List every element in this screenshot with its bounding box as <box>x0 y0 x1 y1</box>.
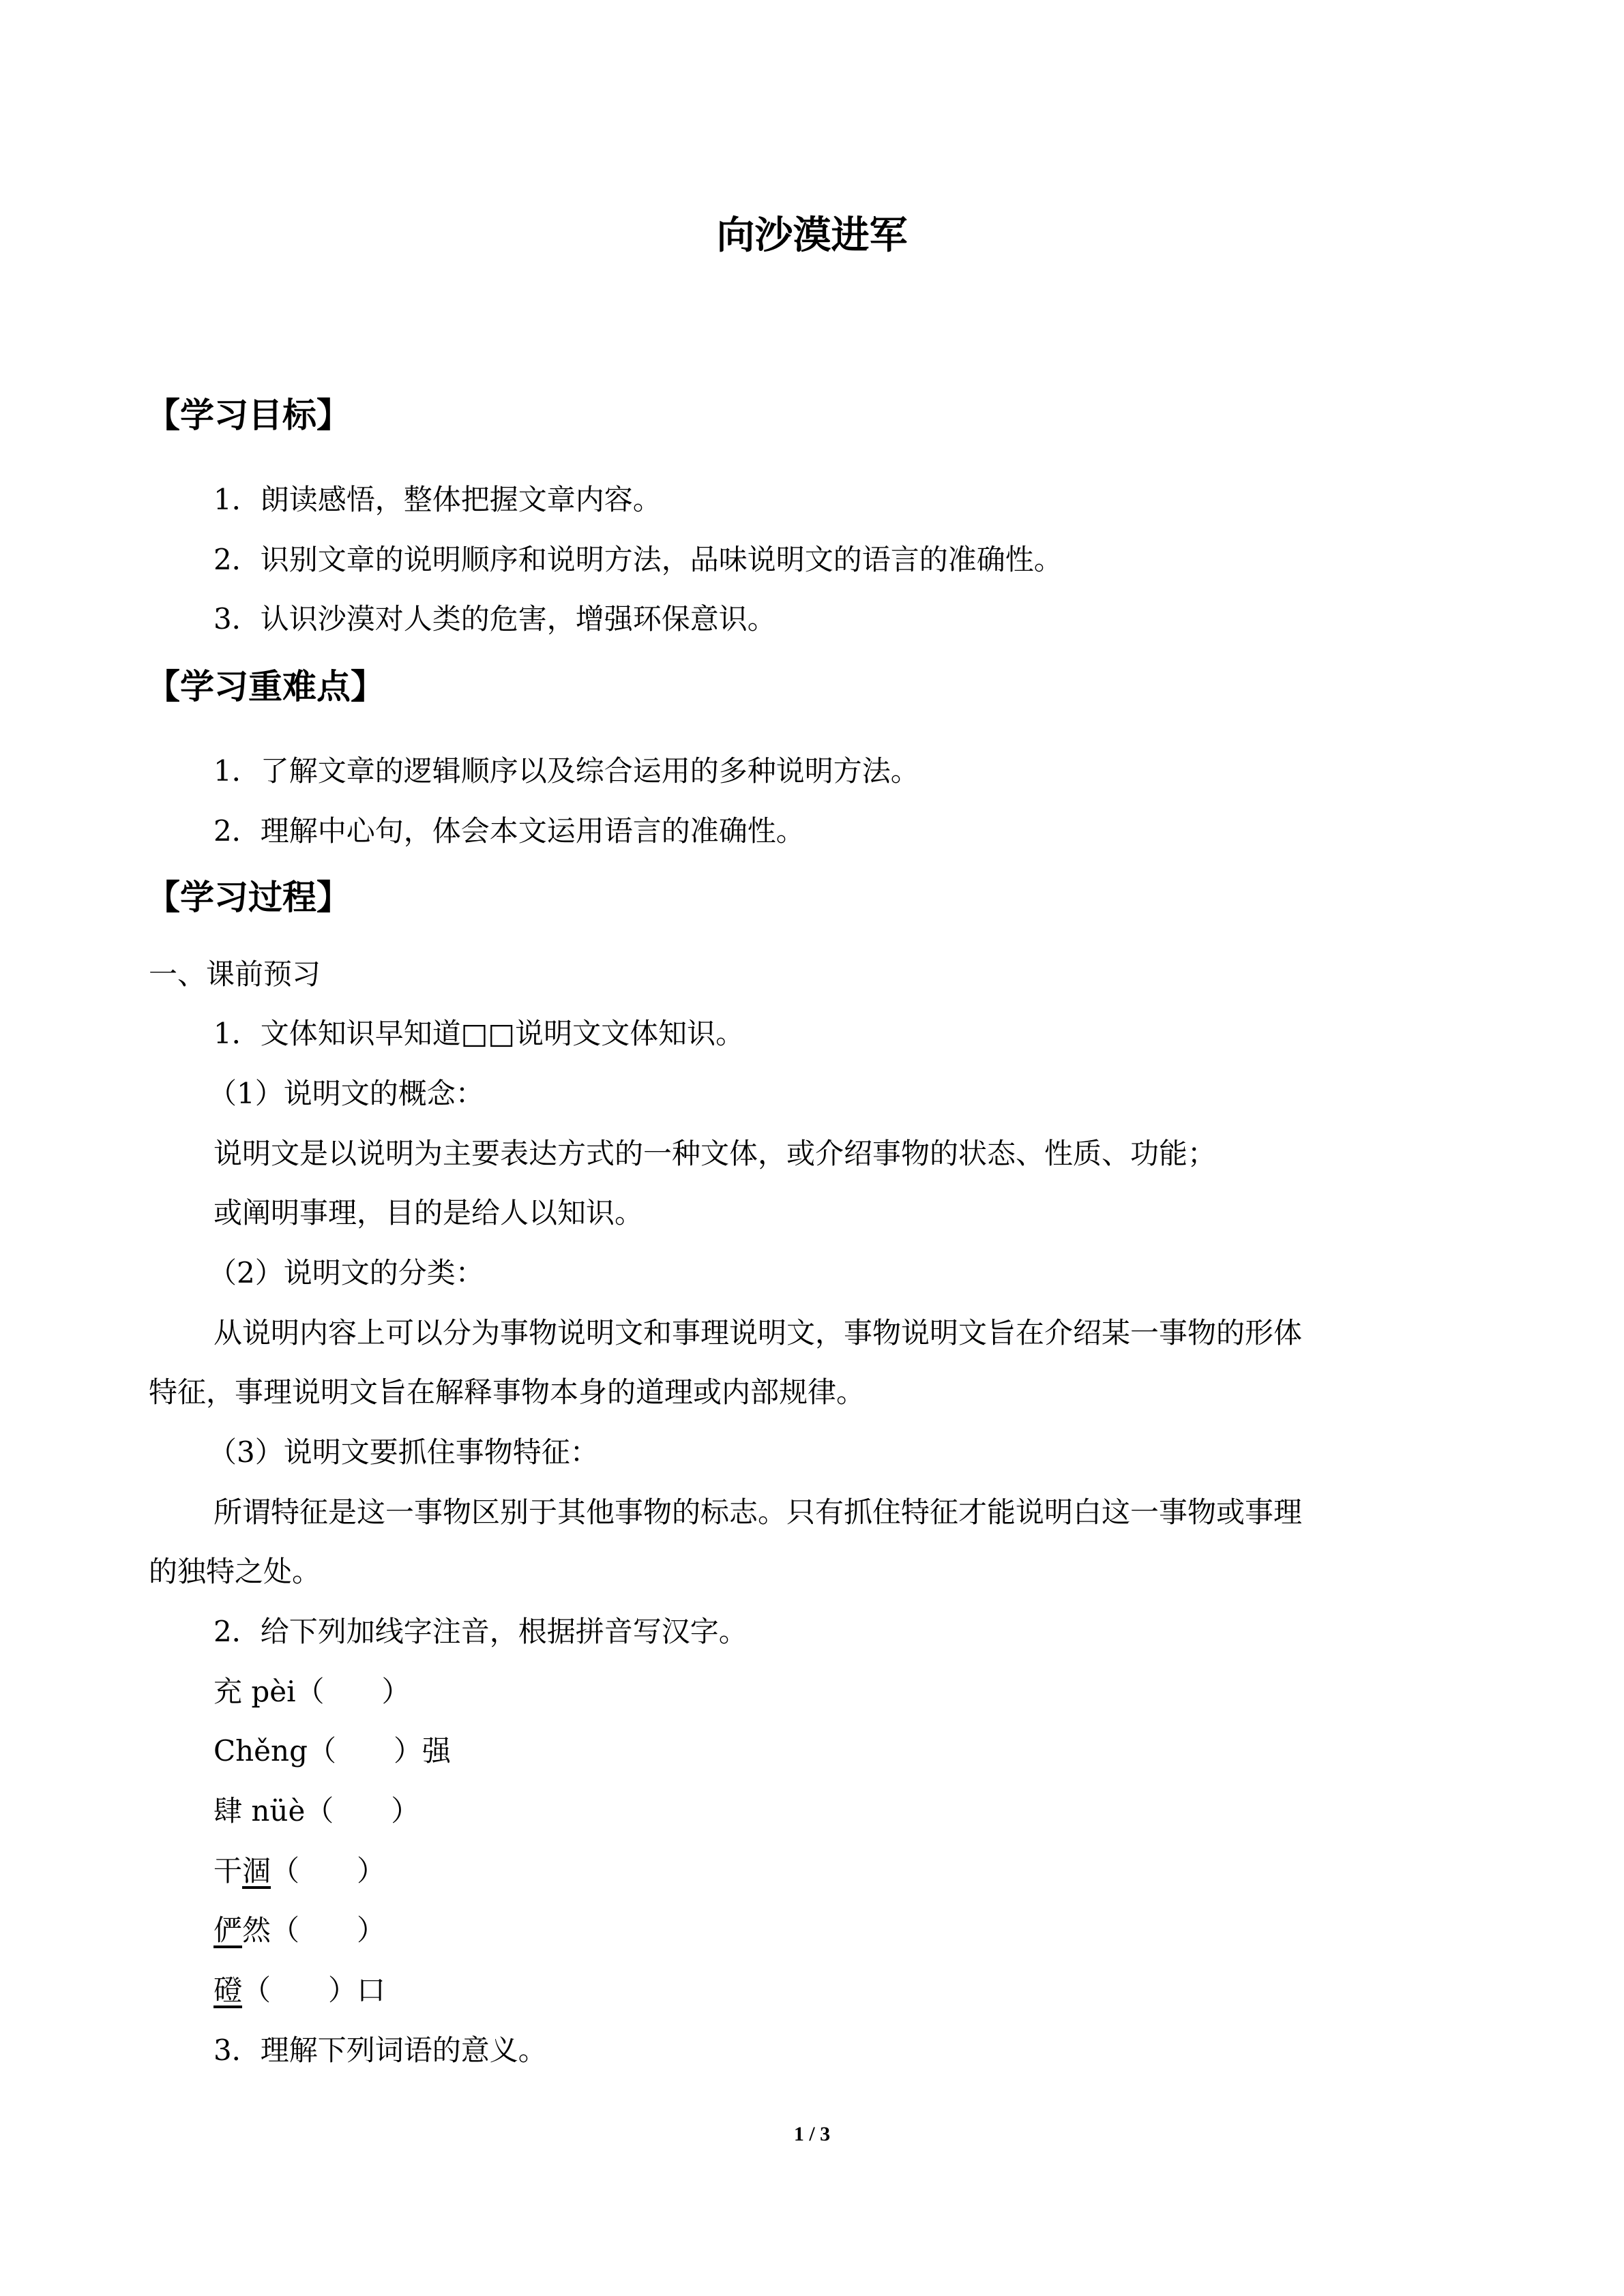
pinyin-item-1: 充 pèi（ ） <box>213 1675 411 1708</box>
objective-item-3: 3．认识沙漠对人类的危害，增强环保意识。 <box>213 602 776 636</box>
underlined-char: 俨 <box>213 1913 243 1947</box>
page-title: 向沙漠进军 <box>716 213 908 258</box>
classification-title: （2）说明文的分类： <box>208 1256 484 1289</box>
pinyin-item-2-part-a: Chěng（ <box>213 1734 394 1768</box>
key-point-item-2: 2．理解中心句，体会本文运用语言的准确性。 <box>213 814 805 848</box>
feature-line-1: 所谓特征是这一事物区别于其他事物的标志。只有抓住特征才能说明白这一事物或事理 <box>213 1495 1303 1529</box>
underlined-char: 涸 <box>242 1854 271 1888</box>
concept-title: （1）说明文的概念： <box>208 1077 484 1110</box>
classification-line-1: 从说明内容上可以分为事物说明文和事理说明文，事物说明文旨在介绍某一事物的形体 <box>213 1316 1303 1350</box>
underlined-char: 磴 <box>213 1973 243 2007</box>
pinyin-item-6 <box>213 1970 385 2011</box>
heading-key-points: 【学习重难点】 <box>146 667 385 706</box>
heading-process: 【学习过程】 <box>146 878 351 917</box>
pinyin-item-6-suffix: （ ）口 <box>242 1973 386 2007</box>
pinyin-item-4 <box>213 1851 385 1892</box>
feature-line-2: 的独特之处。 <box>149 1555 321 1588</box>
pinyin-item-5-suffix: 然（ ） <box>242 1913 386 1947</box>
part1-title: 一、课前预习 <box>149 957 321 991</box>
pinyin-item-2 <box>213 1731 451 1772</box>
question-1: 1．文体知识早知道□□说明文文体知识。 <box>213 1017 745 1050</box>
classification-line-2: 特征，事理说明文旨在解释事物本身的道理或内部规律。 <box>149 1375 866 1409</box>
question-3: 3．理解下列词语的意义。 <box>213 2033 547 2067</box>
feature-title: （3）说明文要抓住事物特征： <box>208 1435 599 1469</box>
concept-line-2: 或阐明事理，目的是给人以知识。 <box>213 1196 644 1229</box>
objective-item-1: 1．朗读感悟，整体把握文章内容。 <box>213 483 662 516</box>
concept-line-1: 说明文是以说明为主要表达方式的一种文体，或介绍事物的状态、性质、功能； <box>213 1137 1217 1170</box>
heading-objectives: 【学习目标】 <box>146 396 351 435</box>
pinyin-item-3: 肆 nüè（ ） <box>213 1794 420 1828</box>
objective-item-2: 2．识别文章的说明顺序和说明方法，品味说明文的语言的准确性。 <box>213 543 1063 576</box>
key-point-item-1: 1．了解文章的逻辑顺序以及综合运用的多种说明方法。 <box>213 754 919 788</box>
pinyin-item-4-prefix: 干 <box>213 1854 243 1888</box>
pinyin-item-4-suffix: （ ） <box>271 1854 386 1888</box>
pinyin-item-2-part-b: ）强 <box>393 1734 451 1768</box>
pinyin-item-5 <box>213 1910 385 1951</box>
page-number: 1 / 3 <box>793 2123 831 2145</box>
question-2: 2．给下列加线字注音，根据拼音写汉字。 <box>213 1615 748 1648</box>
